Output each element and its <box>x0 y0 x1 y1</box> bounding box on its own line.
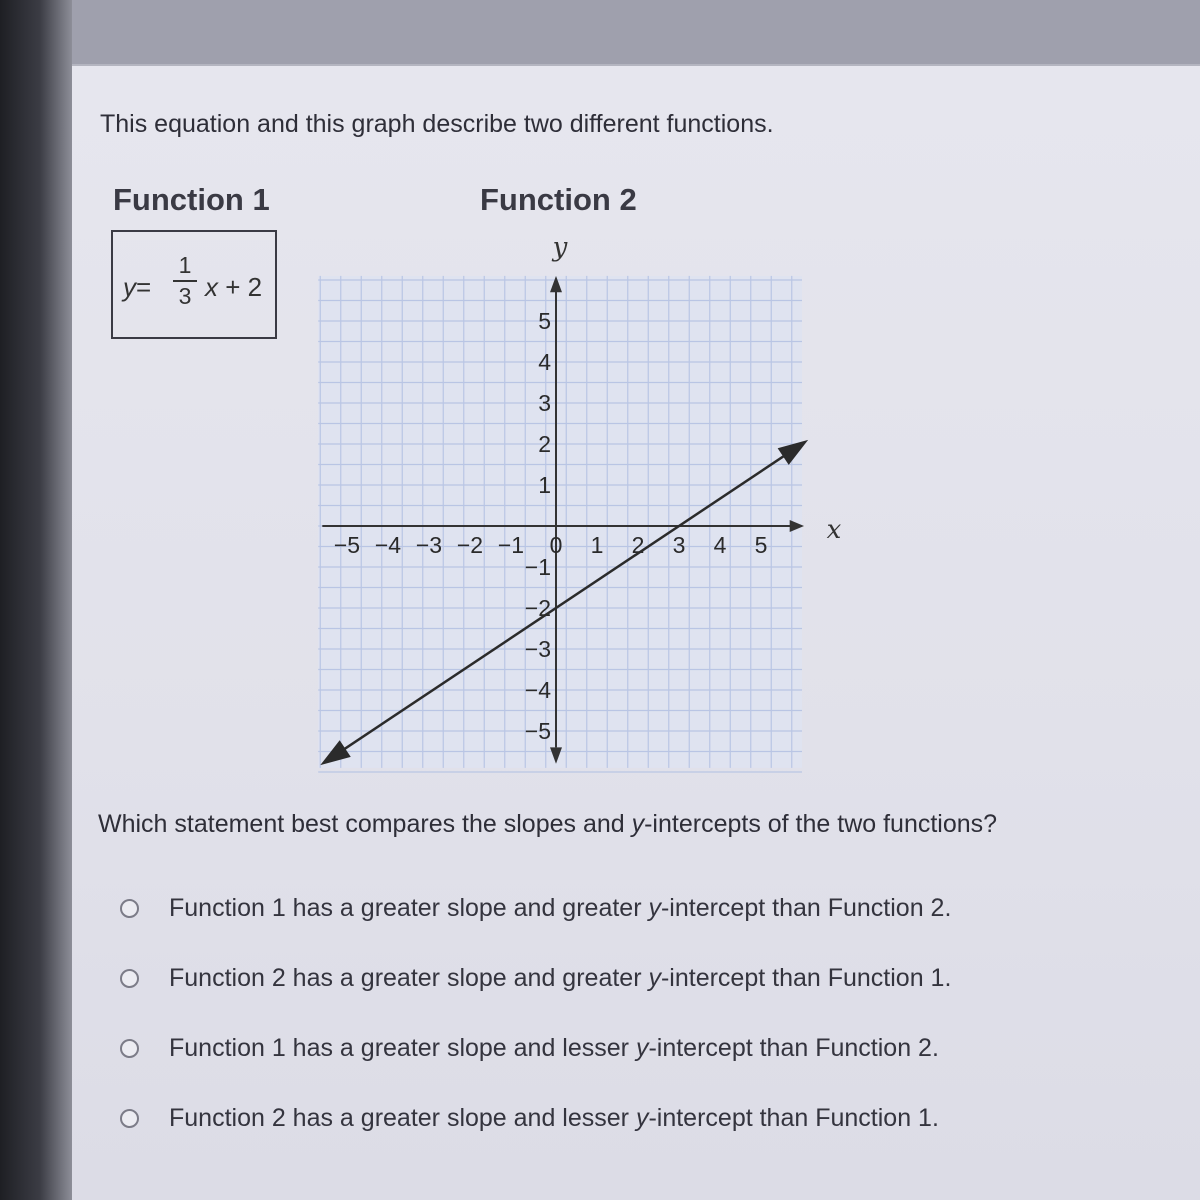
answer-option-4[interactable] <box>120 1098 939 1138</box>
radio-button[interactable] <box>120 1039 139 1058</box>
option-label: Function 2 has a greater slope and lesser y-intercept than Function 1. <box>169 1103 939 1132</box>
fraction-numerator: 1 <box>178 252 192 278</box>
y-tick-label: 4 <box>538 349 551 375</box>
x-tick-label: −2 <box>456 532 484 558</box>
option-label: Function 1 has a greater slope and greater y-intercept than Function 2. <box>169 893 952 922</box>
function-1-equation-box <box>111 230 277 339</box>
x-tick-label: −1 <box>497 532 525 558</box>
intro-text: This equation and this graph describe two different functions. <box>100 110 774 138</box>
x-tick-label: 4 <box>713 532 727 558</box>
answer-option-3[interactable] <box>120 1028 939 1068</box>
y-axis-label: y <box>552 232 568 263</box>
x-tick-label: −3 <box>415 532 443 558</box>
option-label: Function 2 has a greater slope and greater y-intercept than Function 1. <box>169 963 952 992</box>
y-tick-label: −5 <box>524 718 551 744</box>
y-tick-label: −1 <box>524 554 551 580</box>
option-label: Function 1 has a greater slope and lesser y-intercept than Function 2. <box>169 1033 939 1062</box>
function-1-heading: Function 1 <box>113 182 270 217</box>
x-tick-label: 1 <box>590 532 604 558</box>
function-2-graph <box>300 230 860 790</box>
answer-option-2[interactable] <box>120 958 951 998</box>
y-tick-label: −2 <box>524 595 551 621</box>
screen-bezel <box>0 0 72 1200</box>
radio-button[interactable] <box>120 1109 139 1128</box>
answer-option-1[interactable] <box>120 888 951 928</box>
x-tick-label: 5 <box>754 532 768 558</box>
y-tick-label: 1 <box>538 472 551 498</box>
y-tick-label: −3 <box>524 636 551 662</box>
fraction-bar <box>173 280 197 282</box>
radio-button[interactable] <box>120 899 139 918</box>
top-bar <box>72 0 1200 66</box>
function-2-heading: Function 2 <box>480 182 637 217</box>
equation-fraction <box>173 252 197 310</box>
x-tick-label: 0 <box>549 532 563 558</box>
y-tick-label: 2 <box>538 431 551 457</box>
x-tick-label: −4 <box>374 532 402 558</box>
y-tick-label: 3 <box>538 390 551 416</box>
fraction-denominator: 3 <box>178 283 192 309</box>
grid-background <box>318 276 802 768</box>
equation-rest: x + 2 <box>205 272 263 302</box>
x-tick-label: −5 <box>333 532 361 558</box>
y-tick-label: −4 <box>524 677 551 703</box>
question-text: Which statement best compares the slopes and y-intercepts of the two functions? <box>98 810 998 838</box>
radio-button[interactable] <box>120 969 139 988</box>
x-axis-label: x <box>826 515 842 545</box>
y-tick-label: 5 <box>538 308 551 334</box>
x-tick-label: 2 <box>631 532 645 558</box>
equation-lhs: y= <box>123 272 152 302</box>
graph-grid <box>318 276 802 772</box>
x-tick-label: 3 <box>672 532 686 558</box>
